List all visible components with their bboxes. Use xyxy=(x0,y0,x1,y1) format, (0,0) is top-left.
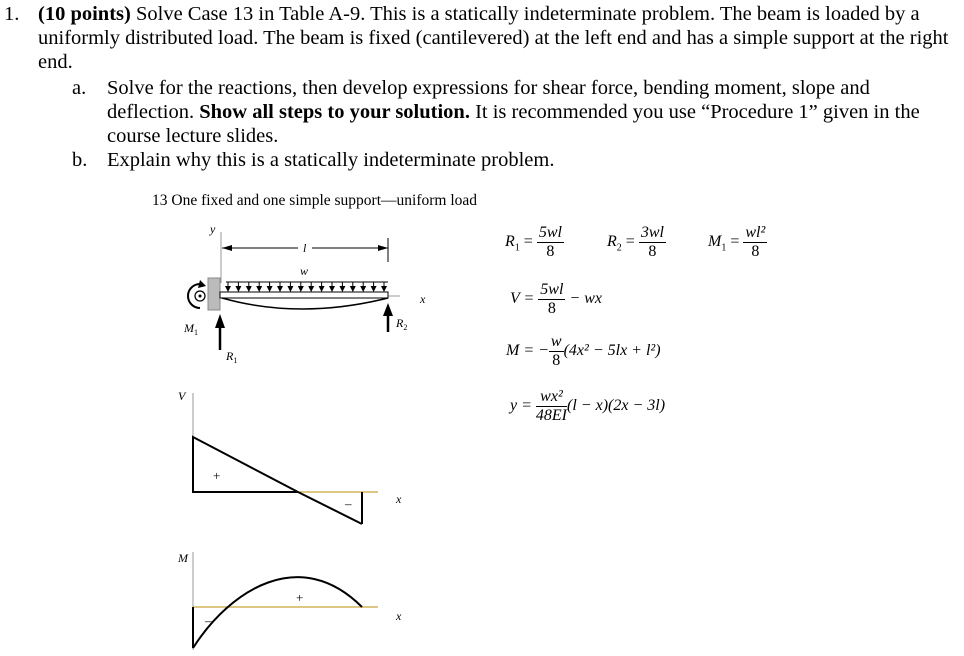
moment-plus: + xyxy=(296,590,304,605)
load-arrow-head xyxy=(277,286,283,292)
distributed-load-arrows xyxy=(225,282,387,292)
eq-M1: $M_1$ = $\frac{\text{wl²}}{8}$ xyxy=(708,224,766,260)
moment-curve xyxy=(193,577,362,648)
label-R1: $R_1$ xyxy=(226,349,238,365)
eq-R2: $R_2$ = $\frac{3wl}{8}$ xyxy=(607,224,664,260)
load-arrow-head xyxy=(267,286,273,292)
part-a-text-before: Solve for the reactions, then develop expressions for shear force, bending moment, slope and deflection. xyxy=(107,77,870,123)
eq-R1: $R_1$ = $\frac{5wl}{8}$ xyxy=(505,224,562,260)
load-arrow-head xyxy=(256,286,262,292)
label-w: w xyxy=(300,264,309,278)
part-a-bold: Show all steps to your solution. xyxy=(199,101,470,123)
label-x-shear: x xyxy=(396,492,402,506)
load-arrow-head xyxy=(287,286,293,292)
shear-plus: + xyxy=(213,468,221,483)
load-arrow-head xyxy=(225,286,231,292)
figure-caption: 13 One fixed and one simple support—uniform load xyxy=(152,192,478,209)
problem-points: (10 points) xyxy=(38,3,131,25)
label-x-moment: x xyxy=(396,609,402,623)
label-l: l xyxy=(303,241,307,255)
length-arrow-right xyxy=(378,245,388,251)
problem-number: 1. xyxy=(4,3,20,25)
shear-positive-region xyxy=(193,437,298,492)
part-a-text-after: It is recommended you use “Procedure 1” given in the course lecture slides. xyxy=(107,101,920,147)
load-arrow-head xyxy=(360,286,366,292)
label-M: M xyxy=(178,551,188,565)
problem-statement-text: Solve Case 13 in Table A-9. This is a statically indeterminate problem. The beam is loaded by a uniformly distributed load. The beam is fixed (cantilevered) at the left end and has a simple support at the right end. xyxy=(38,3,949,73)
label-x-beam: x xyxy=(420,292,426,306)
load-arrow-head xyxy=(308,286,314,292)
deflected-shape xyxy=(222,298,388,309)
load-arrow-head xyxy=(371,286,377,292)
shear-minus: – xyxy=(345,496,352,511)
label-R2: $R_2$ xyxy=(396,316,408,332)
fixed-support-wall xyxy=(208,278,220,310)
load-arrow-head xyxy=(329,286,335,292)
load-arrow-head xyxy=(339,286,345,292)
label-M1: $M_1$ xyxy=(184,321,198,337)
load-arrow-head xyxy=(381,286,387,292)
beam xyxy=(220,292,388,298)
part-b-letter: b. xyxy=(72,149,88,171)
label-y: y xyxy=(210,222,216,236)
eq-y: y = $\frac{\text{wx²}}{48EI}$ (l − x)(2x − 3l) xyxy=(510,388,666,424)
moment-minus: – xyxy=(205,613,212,628)
eq-M: M = − $\frac{w}{8}$ (4x² − 5lx + l²) xyxy=(506,333,661,369)
part-b-text: Explain why this is a statically indeterminate problem. xyxy=(107,149,555,171)
load-arrow-head xyxy=(298,286,304,292)
load-arrow-head xyxy=(350,286,356,292)
load-arrow-head xyxy=(319,286,325,292)
eq-V: V = $\frac{5wl}{8}$ − wx xyxy=(510,281,602,317)
label-V: V xyxy=(178,389,186,403)
load-arrow-head xyxy=(235,286,241,292)
load-arrow-head xyxy=(246,286,252,292)
shear-negative-line xyxy=(298,492,362,524)
length-arrow-left xyxy=(222,245,232,251)
part-a-letter: a. xyxy=(72,77,87,99)
